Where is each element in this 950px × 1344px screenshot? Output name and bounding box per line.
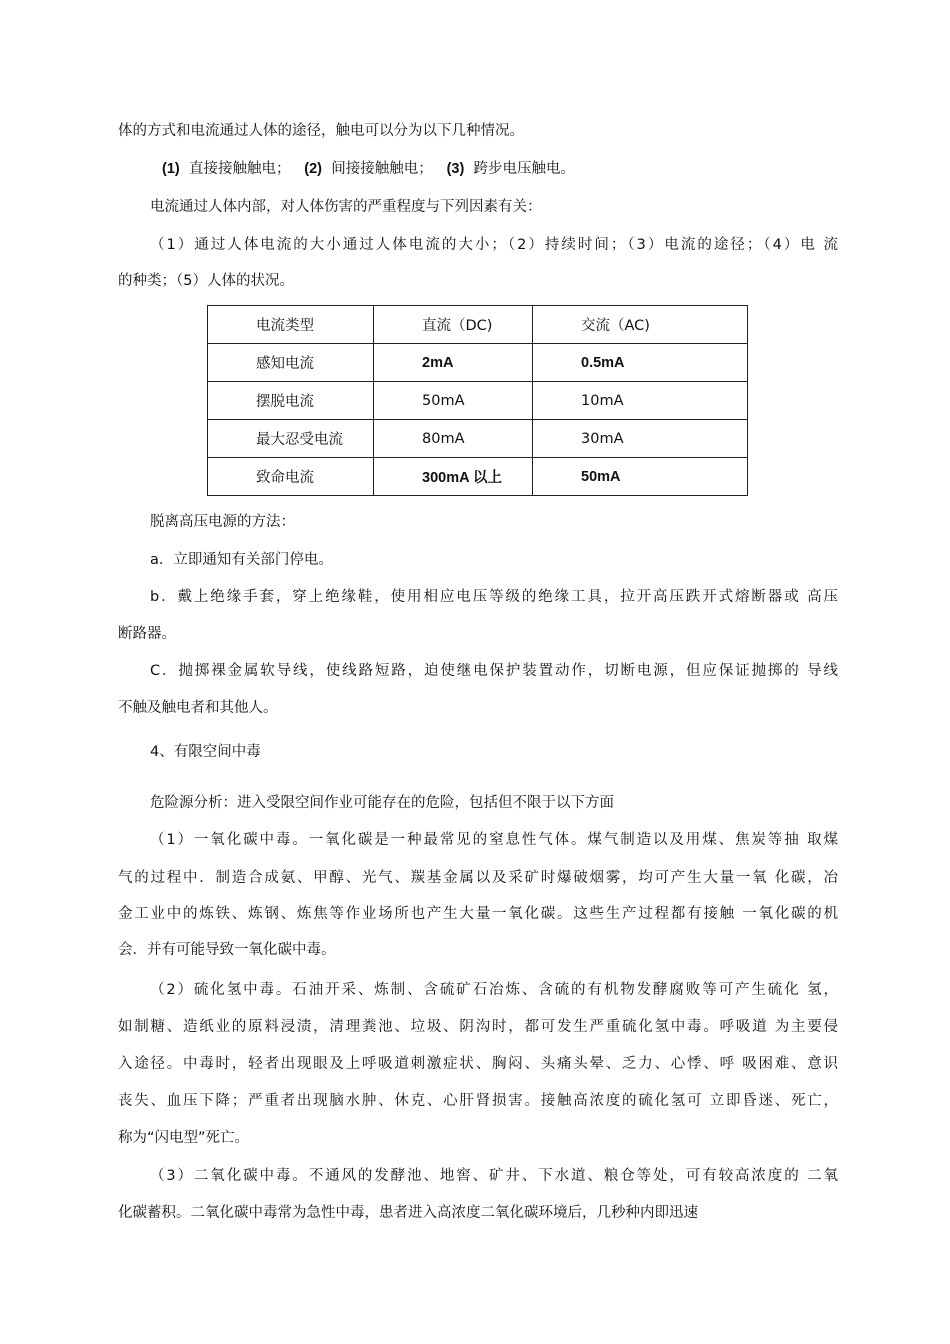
table-cell: 感知电流	[208, 344, 374, 382]
table-header-row	[208, 306, 748, 344]
current-table	[207, 305, 748, 496]
header-cell: 直流（DC)	[374, 306, 533, 344]
co2-line: （3）二氧化碳中毒。不通风的发酵池、地窖、矿井、下水道、粮仓等处，可有较高浓度的 二氧	[150, 1168, 838, 1184]
type-text: 跨步电压触电。	[473, 161, 576, 177]
h2s-line: （2）硫化氢中毒。石油开采、炼制、含硫矿石冶炼、含硫的有机物发酵腐败等可产生硫化 氢，	[150, 982, 838, 998]
type-num: (2)	[304, 161, 323, 177]
method-c: C．抛掷裸金属软导线，使线路短路，迫使继电保护装置动作，切断电源，但应保证抛掷的 导线	[150, 663, 838, 679]
type-num: (1)	[162, 161, 180, 177]
table-cell: 致命电流	[208, 458, 374, 496]
table-row	[208, 420, 748, 458]
header-cell: 交流（AC)	[533, 306, 748, 344]
type-text: 直接接触触电；	[188, 161, 291, 177]
table-cell: 50mA	[374, 382, 533, 420]
h2s-line: 丧失、血压下降；严重者出现脑水肿、休克、心肝肾损害。接触高浓度的硫化氢可 立即昏迷、死亡，	[118, 1093, 838, 1109]
co-line: （1）一氧化碳中毒。一氧化碳是一种最常见的窒息性气体。煤气制造以及用煤、焦炭等抽 取煤	[150, 832, 838, 848]
table-cell: 10mA	[533, 382, 748, 420]
paragraph-factors-list: （1）通过人体电流的大小通过人体电流的大小；（2）持续时间；（3）电流的途径；（4）电 流	[150, 237, 838, 253]
table-row	[208, 458, 748, 496]
h2s-line: 如制糖、造纸业的原料浸渍，清理粪池、垃圾、阴沟时，都可发生严重硫化氢中毒。呼吸道 为主要侵	[118, 1019, 838, 1035]
table-row	[208, 382, 748, 420]
section-heading: 4、有限空间中毒	[150, 744, 261, 760]
table-cell: 80mA	[374, 420, 533, 458]
paragraph-factors: 电流通过人体内部，对人体伤害的严重程度与下列因素有关：	[150, 199, 542, 215]
table-cell: 50mA	[533, 458, 748, 496]
method-title: 脱离高压电源的方法：	[150, 514, 295, 530]
table-cell: 摆脱电流	[208, 382, 374, 420]
method-c-cont: 不触及触电者和其他人。	[118, 700, 278, 716]
table-cell: 300mA 以上	[374, 458, 533, 496]
type-num: (3)	[446, 161, 465, 177]
table-cell: 30mA	[533, 420, 748, 458]
header-cell: 电流类型	[208, 306, 374, 344]
table-cell: 2mA	[374, 344, 533, 382]
hazard-intro: 危险源分析：进入受限空间作业可能存在的危险，包括但不限于以下方面	[150, 795, 614, 811]
method-a: a．立即通知有关部门停电。	[150, 552, 333, 568]
table-row	[208, 344, 748, 382]
paragraph-intro: 体的方式和电流通过人体的途径，触电可以分为以下几种情况。	[118, 123, 524, 139]
table-cell: 最大忍受电流	[208, 420, 374, 458]
table-cell: 0.5mA	[533, 344, 748, 382]
co-line: 会．并有可能导致一氧化碳中毒。	[118, 942, 336, 958]
type-text: 间接接触触电；	[331, 161, 433, 177]
h2s-line: 入途径。中毒时，轻者出现眼及上呼吸道刺激症状、胸闷、头痛头晕、乏力、心悸、呼 吸困难、意识	[118, 1056, 838, 1072]
method-b: b．戴上绝缘手套，穿上绝缘鞋，使用相应电压等级的绝缘工具，拉开高压跌开式熔断器或 高压	[150, 589, 838, 605]
co-line: 金工业中的炼铁、炼钢、炼焦等作业场所也产生大量一氧化碳。这些生产过程都有接触 一氧化碳的机	[118, 906, 838, 922]
co-line: 气的过程中．制造合成氨、甲醇、光气、羰基金属以及采矿时爆破烟雾，均可产生大量一氧 化碳，冶	[118, 870, 838, 886]
paragraph-factors-list-cont: 的种类；（5）人体的状况。	[118, 273, 294, 289]
h2s-line: 称为“闪电型”死亡。	[118, 1130, 250, 1146]
method-b-cont: 断路器。	[118, 626, 176, 642]
shock-types	[162, 159, 575, 179]
co2-line: 化碳蓄积。二氧化碳中毒常为急性中毒，患者进入高浓度二氧化碳环境后，几秒种内即迅速	[118, 1205, 698, 1221]
